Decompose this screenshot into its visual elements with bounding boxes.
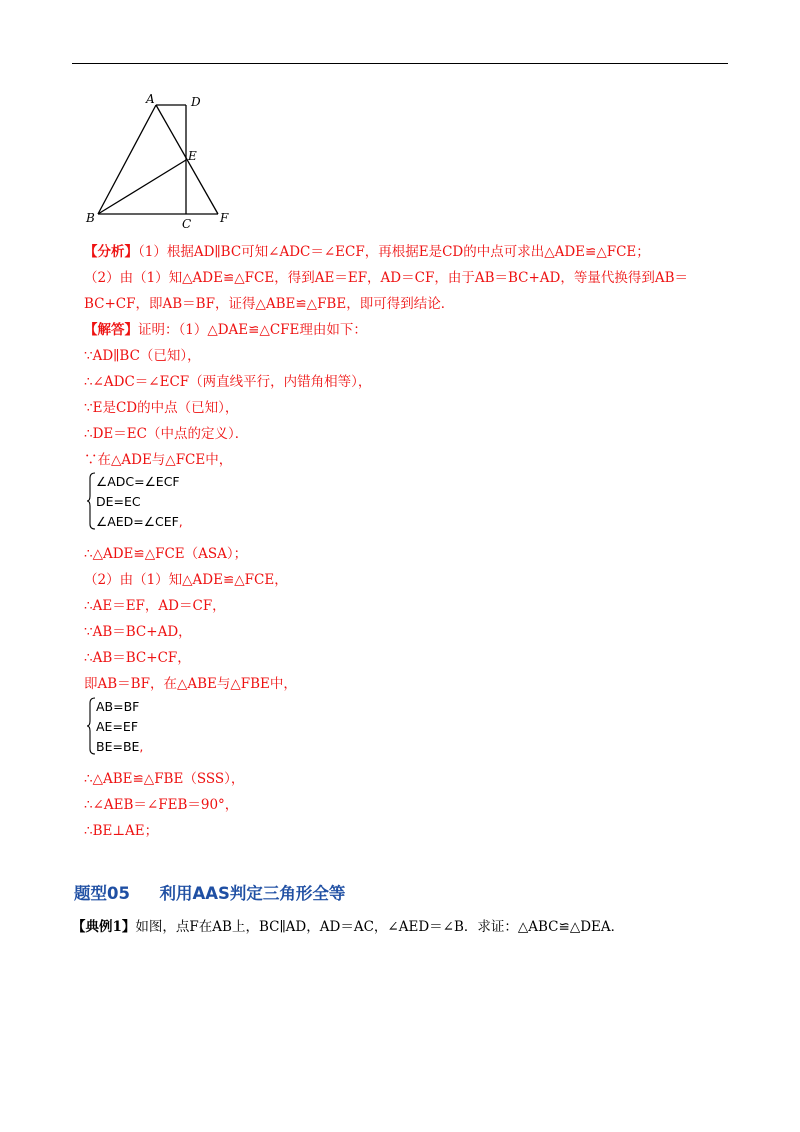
system-row: AE=EF: [96, 719, 139, 734]
label-a: A: [146, 92, 155, 106]
segment-ab: [98, 105, 156, 214]
label-d: D: [191, 95, 201, 109]
solution-tag: 【解答】: [84, 322, 138, 338]
geometry-figure: [82, 90, 242, 230]
example-tag: 【典例1】: [72, 919, 136, 935]
segment-af: [156, 105, 218, 214]
proof-step: ∵AD∥BC（已知），: [84, 348, 201, 364]
system-end-comma: ,: [139, 739, 144, 754]
system-row: [96, 512, 183, 532]
section-heading: [74, 880, 345, 904]
proof-step: ∴∠ADC＝∠ECF（两直线平行，内错角相等），: [84, 374, 372, 390]
system-row-text: ∠AED=∠CEF: [96, 514, 179, 529]
analysis-text-1: （1）根据AD∥BC可知∠ADC＝∠ECF，再根据E是CD的中点可求出△ADE≌△FCE；: [138, 244, 650, 260]
section-title: 利用AAS判定三角形全等: [159, 884, 346, 903]
proof-step: ∵E是CD的中点（已知），: [84, 400, 239, 416]
brace-left-2: [86, 697, 96, 755]
analysis-tag: 【分析】: [84, 244, 138, 260]
proof-step: ∴AE＝EF，AD＝CF，: [84, 598, 226, 614]
analysis-line-2: （2）由（1）知△ADE≌△FCE，得到AE＝EF，AD＝CF，由于AB＝BC+AD，等量代换得到AB＝: [84, 270, 689, 286]
analysis-line-1: [84, 243, 650, 261]
proof-step: ∴∠AEB＝∠FEB＝90°，: [84, 797, 239, 813]
system-end-comma: ,: [178, 514, 183, 529]
label-e: E: [188, 149, 197, 163]
system-row: DE=EC: [96, 494, 141, 509]
solution-intro-line: [84, 321, 367, 339]
proof-step: ∴BE⊥AE；: [84, 823, 159, 839]
proof-step: ∴△ADE≌△FCE（ASA）；: [84, 546, 248, 562]
proof-step: 即AB＝BF，在△ABE与△FBE中，: [84, 676, 297, 692]
system-row: AB=BF: [96, 699, 140, 714]
system-row: ∠ADC=∠ECF: [96, 474, 180, 489]
proof-step: ∴△ABE≌△FBE（SSS），: [84, 771, 245, 787]
brace-left-1: [86, 472, 96, 530]
system-row-text: BE=BE: [96, 739, 140, 754]
header-rule: [72, 63, 728, 64]
proof-step: ∴AB＝BC+CF，: [84, 650, 191, 666]
label-c: C: [182, 217, 192, 230]
segment-be: [98, 160, 186, 214]
congruence-system-1: [96, 472, 183, 532]
proof-step: ∵在△ADE与△FCE中，: [84, 452, 233, 468]
congruence-system-2: [96, 697, 143, 757]
solution-intro: 证明：（1）△DAE≌△CFE理由如下：: [138, 322, 367, 338]
proof-step: ∴DE＝EC（中点的定义）．: [84, 426, 249, 442]
example-problem: [72, 918, 624, 936]
proof-step: ∵AB＝BC+AD，: [84, 624, 192, 640]
system-row: [96, 737, 143, 757]
section-number: 题型05: [74, 884, 130, 903]
analysis-line-3: BC+CF，即AB＝BF，证得△ABE≌△FBE，即可得到结论．: [84, 296, 455, 312]
label-b: B: [86, 211, 95, 225]
example-text: 如图，点F在AB上，BC∥AD，AD＝AC，∠AED＝∠B．求证：△ABC≌△DEA．: [135, 919, 625, 935]
proof-step: （2）由（1）知△ADE≌△FCE，: [84, 572, 288, 588]
label-f: F: [220, 211, 229, 225]
